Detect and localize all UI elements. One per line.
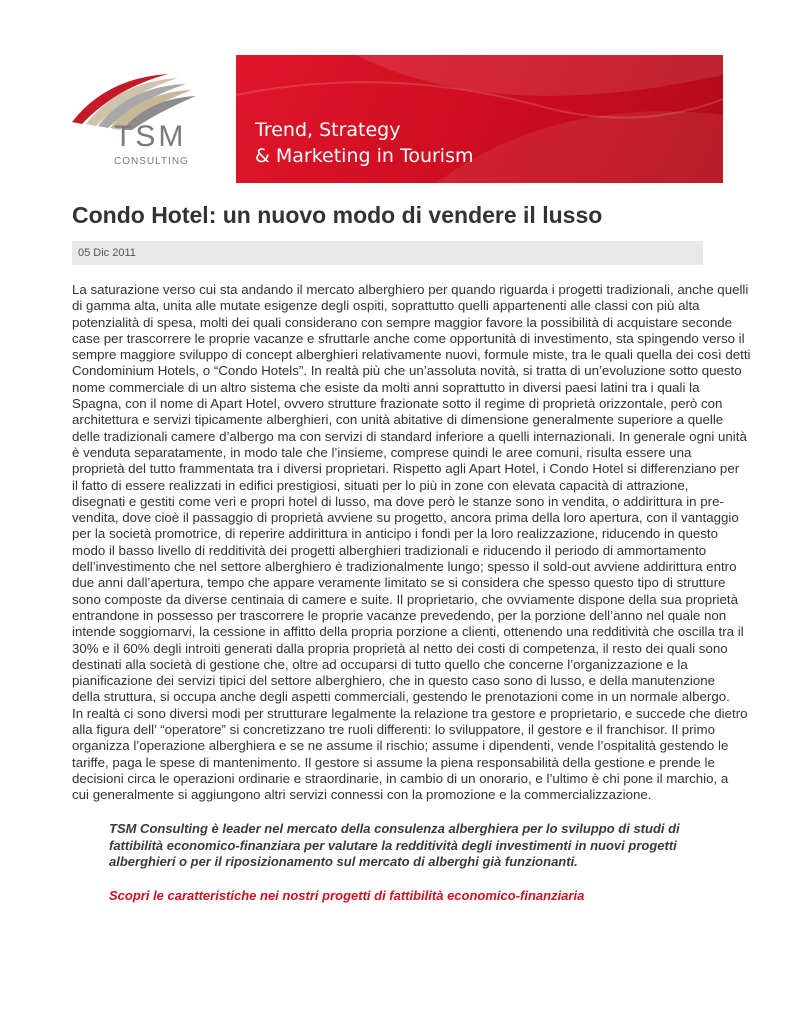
body-text-line: tariffe, paga le spese di mantenimento. Il gestore si assume la piena responsabilità della gestione e prende le (72, 754, 715, 770)
body-text-line: cui generalmente si aggiungono altri servizi connessi con la promozione e la commercializzazione. (72, 787, 652, 803)
body-text-line: alla figura dell’ “operatore” si concretizzano tre ruoli differenti: lo sviluppatore, il gestore e il franchisor. Il primo (72, 722, 715, 738)
logo-name: TSM (114, 120, 187, 153)
feasibility-projects-link[interactable]: Scopri le caratteristiche nei nostri progetti di fattibilità economico-finanziaria (109, 888, 585, 903)
body-text-line: 30% e il 60% degli introiti generati dalla propria proprietà al netto dei costi di competenza, il resto dei quali sono (72, 640, 728, 656)
promo-text (109, 821, 709, 871)
body-text-line: disegnati e gestiti come veri e propri hotel di lusso, ma dove però le stanze sono in vendita, o addirittura in pre- (72, 493, 724, 509)
body-text-line: vendita, dove cioè il passaggio di proprietà avviene su progetto, ancora prima della loro apertura, con il vantaggio (72, 510, 739, 526)
header-banner (236, 55, 723, 183)
body-text-line: decisioni circa le operazioni ordinarie e straordinarie, in cambio di un onorario, e l’ultimo è chi pone il marchio, a (72, 770, 729, 786)
tsm-logo[interactable] (68, 70, 208, 180)
body-text-line: sempre maggiore sviluppo di concept alberghieri relativamente nuovi, formule miste, tra le quali quella dei così detti (72, 347, 751, 363)
body-text-line: sono composte da diverse centinaia di camere e suite. Il proprietario, che ovviamente dispone della sua proprietà (72, 591, 738, 607)
body-text-line: case per trascorrere le proprie vacanze e sfruttarle anche come opportunità di investimento, sta spingendo verso il (72, 330, 745, 346)
body-text-line: architettura e servizi tipicamente alberghieri, con unità abitative di dimensione generalmente superiore a quelle (72, 412, 724, 428)
body-text-line: dell’investimento che nel settore alberghiero è tradizionalmente lungo; spesso il sold-out avviene addirittura entro (72, 559, 737, 575)
body-text-line: intende soggiornarvi, la cessione in affitto della propria porzione a clienti, ottenendo una redditività che oscilla tra il (72, 624, 744, 640)
body-text-line: entrandone in possesso per trascorrere le proprie vacanze prevedendo, per la porzione dell’anno nel quale non (72, 607, 727, 623)
body-text-line: della struttura, si occupa anche degli aspetti commerciali, gestendo le prenotazioni come in un normale albergo. (72, 689, 730, 705)
date-bar (72, 241, 703, 265)
body-text-line: organizza l’operazione alberghiera e se ne assume il rischio; assume i dipendenti, vende l’ospitalità gestendo le (72, 738, 729, 754)
banner-tagline-line2: & Marketing in Tourism (255, 145, 474, 167)
body-text-line: delle tradizionali camere d’albergo ma con servizi di standard inferiore a quelli internazionali. In generale ogni unità (72, 428, 747, 444)
body-text-line: pianificazione dei servizi tipici del settore alberghiero, che in questo caso sono di lusso, e della manutenzione (72, 673, 716, 689)
logo-subname: CONSULTING (114, 156, 189, 167)
body-text-line: di gamma alta, unita alle mutate esigenze degli ospiti, soprattutto quelli appartenenti alle classi con più alta (72, 298, 700, 314)
promo-text-line: fattibilità economico-finanziara per valutare la redditività degli investimenti in nuovi progetti (109, 837, 677, 853)
body-text-line: è venduta separatamente, in modo tale che l’insieme, comprese quindi le aree comuni, risulta essere una (72, 444, 692, 460)
article-title: Condo Hotel: un nuovo modo di vendere il lusso (72, 202, 603, 228)
body-text-line: potenzialità di spesa, molti dei quali considerano con sempre maggior favore la possibilità di acquistare seconde (72, 314, 733, 330)
body-text-line: proprietà del tutto frammentata tra i diversi proprietari. Rispetto agli Apart Hotel, i Condo Hotel si differenziano per (72, 461, 740, 477)
banner-tagline-line1: Trend, Strategy (255, 119, 401, 141)
body-text-line: Condominium Hotels, o “Condo Hotels”. In realtà più che un’assoluta novità, si tratta di un’evoluzione sotto questo (72, 363, 742, 379)
promo-text-line: TSM Consulting è leader nel mercato della consulenza alberghiera per lo sviluppo di studi di (109, 821, 680, 836)
article-body (72, 282, 751, 804)
body-text-line: per la società promotrice, di reperire addirittura in anticipo i fondi per la loro realizzazione, riducendo in questo (72, 526, 718, 542)
body-text-line: nome commerciale di un altro sistema che esiste da molti anni soprattutto in diversi paesi latini tra i quali la (72, 379, 700, 395)
article-date: 05 Dic 2011 (78, 247, 136, 259)
body-text-line: Spagna, con il nome di Apart Hotel, ovvero strutture frazionate sotto il regime di proprietà orizzontale, però con (72, 396, 723, 412)
body-text-line: il fatto di essere realizzati in edifici prestigiosi, situati per lo più in zone con elevata capacità di attrazione, (72, 477, 689, 493)
body-text-line: La saturazione verso cui sta andando il mercato alberghiero per quando riguarda i progetti tradizionali, anche quelli (72, 282, 749, 297)
promo-text-line: alberghieri o per il riposizionamento sul mercato di alberghi già funzionanti. (109, 854, 578, 870)
body-text-line: modo il basso livello di redditività dei progetti alberghieri tradizionali e riducendo il periodo di ammortamento (72, 542, 707, 558)
body-text-line: In realtà ci sono diversi modi per strutturare legalmente la relazione tra gestore e proprietario, e succede che dietro (72, 705, 748, 721)
body-text-line: destinati alla società di gestione che, oltre ad occuparsi di tutto quello che concerne l’organizzazione e la (72, 656, 688, 672)
body-text-line: due anni dall’apertura, tempo che appare veramente limitato se si considera che spesso questo tipo di strutture (72, 575, 726, 591)
page-header (0, 0, 791, 190)
